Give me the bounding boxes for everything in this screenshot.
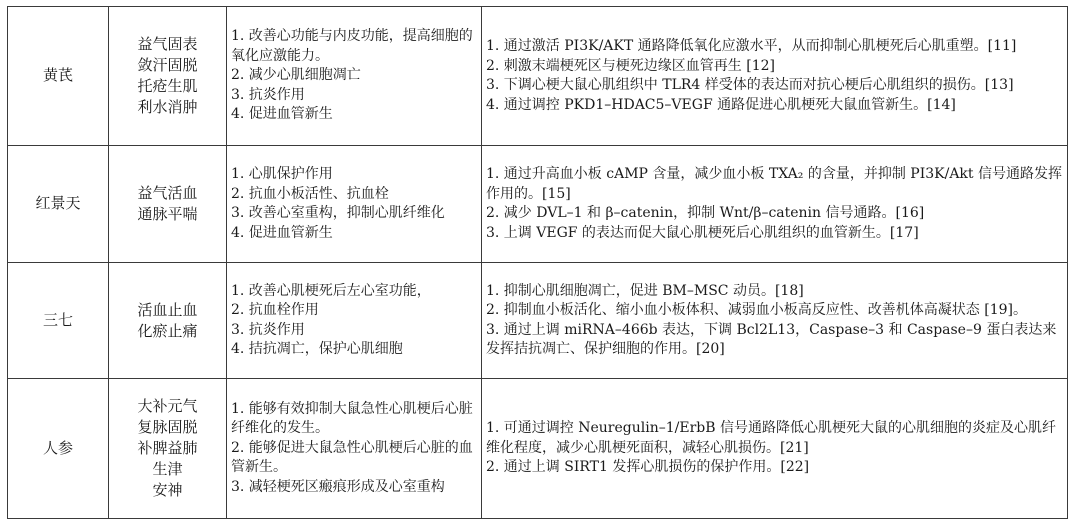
mechanism-text: 2. 减少 DVL–1 和 β–catenin，抑制 Wnt/β–catenin 信号通路。[16] — [486, 205, 925, 221]
property-text: 通脉平喘 — [137, 205, 198, 223]
herb-mechanism-table — [7, 6, 1068, 519]
herb-name: 人参 — [42, 438, 73, 457]
herb-name-cell — [8, 146, 109, 263]
mechanism-text: 1. 可通过调控 Neuregulin–1/ErbB 信号通路降低心肌梗死大鼠的心肌细胞的炎症及心肌纤维化程度，减少心肌梗死面积，减轻心肌损伤。[21] — [486, 420, 1056, 456]
effect-text: 3. 改善心室重构，抑制心肌纤维化 — [231, 205, 445, 221]
mechanism-text: 1. 通过激活 PI3K/AKT 通路降低氧化应激水平，从而抑制心肌梗死后心肌重塑。[11] — [486, 38, 1017, 54]
properties-cell — [109, 7, 227, 146]
effect-text: 3. 减轻梗死区瘢痕形成及心室重构 — [231, 478, 445, 495]
effect-text: 1. 心肌保护作用 — [231, 166, 333, 182]
herb-name-cell — [8, 379, 109, 519]
property-text: 化瘀止痛 — [137, 321, 198, 340]
mechanism-text: 2. 抑制血小板活化、缩小血小板体积、减弱血小板高反应性、改善机体高凝状态 [19]。 — [486, 302, 1027, 318]
property-text: 补脾益肺 — [137, 439, 198, 457]
table-row — [8, 379, 1068, 519]
effects-cell — [227, 379, 482, 519]
property-text: 利水消肿 — [137, 98, 198, 116]
property-text: 托疮生肌 — [137, 77, 198, 95]
table-row — [8, 263, 1068, 379]
effect-text: 3. 抗炎作用 — [231, 321, 305, 338]
effects-cell — [227, 263, 482, 379]
herb-table-container — [7, 6, 1067, 518]
effect-text: 4. 促进血管新生 — [231, 224, 333, 241]
effect-text: 2. 能够促进大鼠急性心肌梗后心脏的血管新生。 — [231, 439, 473, 476]
property-text: 大补元气 — [137, 397, 198, 415]
table-row — [8, 146, 1068, 263]
mechanism-text: 1. 抑制心肌细胞凋亡，促进 BM–MSC 动员。[18] — [486, 282, 804, 299]
properties-cell — [109, 263, 227, 379]
property-text: 安神 — [152, 481, 183, 499]
mechanism-text: 4. 通过调控 PKD1–HDAC5–VEGF 通路促进心肌梗死大鼠血管新生。[14] — [486, 96, 956, 113]
property-text: 敛汗固脱 — [137, 56, 198, 74]
effect-text: 2. 抗血小板活性、抗血栓 — [231, 185, 389, 202]
mechanisms-cell — [482, 146, 1068, 263]
herb-name: 红景天 — [35, 194, 81, 213]
effects-cell — [227, 7, 482, 146]
herb-name: 三七 — [42, 310, 73, 329]
mechanism-text: 3. 下调心梗大鼠心肌组织中 TLR4 样受体的表达而对抗心梗后心肌组织的损伤。[13] — [486, 77, 1014, 93]
mechanisms-cell — [482, 7, 1068, 146]
mechanism-text: 2. 通过上调 SIRT1 发挥心肌损伤的保护作用。[22] — [486, 459, 810, 476]
herb-name: 黄芪 — [42, 66, 73, 85]
effect-text: 1. 改善心功能与内皮功能，提高细胞的氧化应激能力。 — [231, 28, 473, 64]
effect-text: 1. 能够有效抑制大鼠急性心肌梗后心脏纤维化的发生。 — [231, 400, 473, 437]
mechanisms-cell — [482, 379, 1068, 519]
property-text: 益气活血 — [137, 184, 198, 202]
effect-text: 2. 抗血栓作用 — [231, 302, 319, 318]
effects-cell — [227, 146, 482, 263]
effect-text: 3. 抗炎作用 — [231, 86, 305, 103]
effect-text: 2. 减少心肌细胞凋亡 — [231, 67, 361, 84]
property-text: 生津 — [152, 460, 183, 478]
mechanism-text: 2. 刺激末端梗死区与梗死边缘区血管再生 [12] — [486, 57, 775, 74]
table-row — [8, 7, 1068, 146]
effect-text: 4. 促进血管新生 — [231, 106, 333, 123]
property-text: 活血止血 — [137, 300, 198, 319]
herb-name-cell — [8, 7, 109, 146]
mechanism-text: 1. 通过升高血小板 cAMP 含量，减少血小板 TXA₂ 的含量，并抑制 PI3K/Akt 信号通路发挥作用的。[15] — [486, 166, 1062, 202]
property-text: 复脉固脱 — [137, 418, 198, 436]
mechanism-text: 3. 通过上调 miRNA–466b 表达，下调 Bcl2L13，Caspase–3 和 Caspase–9 蛋白表达来发挥拮抗凋亡、保护细胞的作用。[20] — [486, 321, 1057, 357]
property-text: 益气固表 — [137, 35, 198, 53]
herb-name-cell — [8, 263, 109, 379]
effect-text: 1. 改善心肌梗死后左心室功能， — [231, 282, 431, 299]
effect-text: 4. 拮抗凋亡，保护心肌细胞 — [231, 341, 403, 357]
mechanisms-cell — [482, 263, 1068, 379]
mechanism-text: 3. 上调 VEGF 的表达而促大鼠心肌梗死后心肌组织的血管新生。[17] — [486, 224, 919, 241]
properties-cell — [109, 379, 227, 519]
properties-cell — [109, 146, 227, 263]
table-body — [8, 7, 1068, 519]
